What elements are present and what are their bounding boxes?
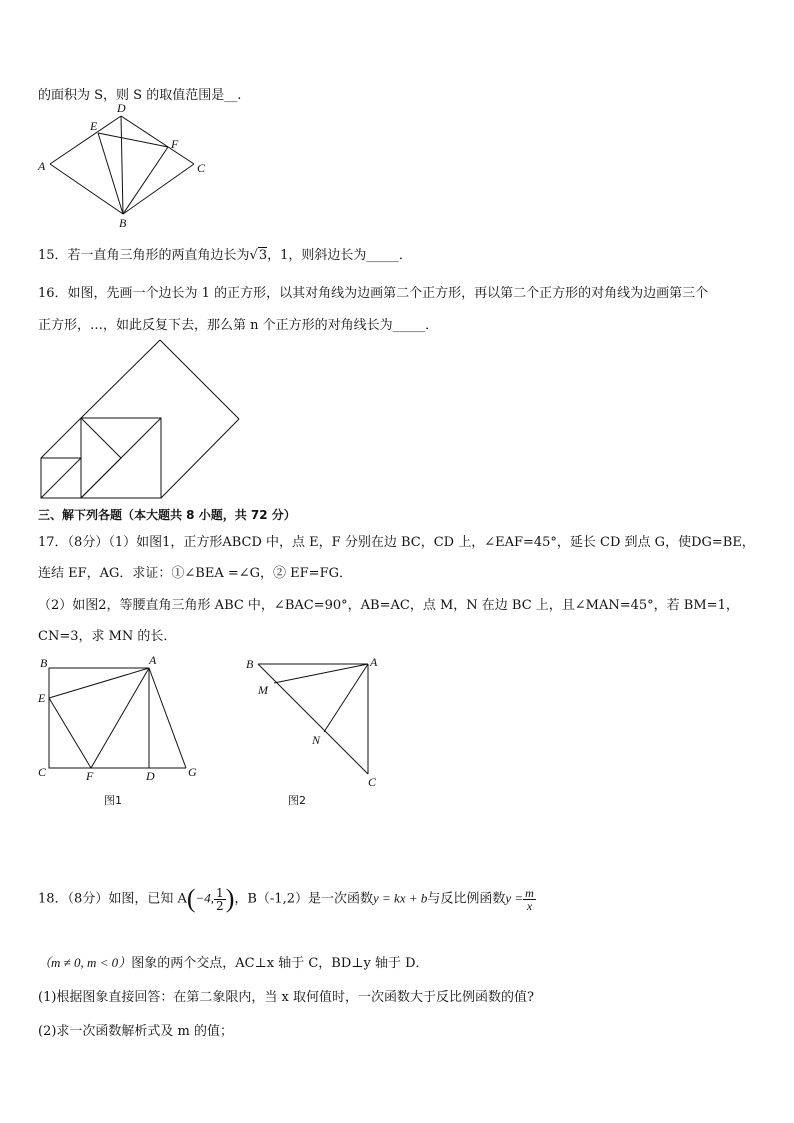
- q14-label-b: B: [119, 216, 127, 230]
- section3-heading: 三、解下列各题（本大题共 8 小题，共 72 分）: [38, 508, 296, 522]
- q14-edge: [123, 164, 194, 214]
- q18-yeq: y =: [505, 890, 524, 906]
- q14-label-d: D: [117, 101, 126, 115]
- q15-root: 3: [258, 248, 268, 263]
- fig2-segment-am: [274, 664, 368, 683]
- q16-line2: 正方形，…，如此反复下去，那么第 n 个正方形的对角线长为_____．: [38, 318, 439, 333]
- q14-edge: [123, 147, 168, 214]
- fig1-label-d: D: [146, 769, 155, 783]
- q18-x: x: [526, 898, 533, 913]
- q18-m: m: [525, 885, 534, 900]
- fig2-caption: 图2: [288, 794, 306, 807]
- fig1-label-b: B: [40, 656, 48, 670]
- q18-a-den: 2: [216, 898, 224, 913]
- q18-line2-rest: 图象的两个交点，AC⊥x 轴于 C，BD⊥y 轴于 D．: [131, 956, 429, 971]
- fig2-label-a: A: [370, 655, 378, 669]
- q14-label-e: E: [90, 119, 98, 133]
- fig2-segment-an: [324, 664, 368, 732]
- q14-edge: [121, 116, 123, 214]
- q15-pre: 15．若一直角三角形的两直角边长为: [38, 248, 250, 263]
- q14-edge: [50, 116, 121, 164]
- q14-figure: [36, 101, 216, 230]
- q17-figure-2: [240, 652, 390, 812]
- q16-square-2: [41, 418, 81, 458]
- q15-sqrt: √3: [249, 248, 268, 263]
- fig1-label-c: C: [38, 765, 47, 779]
- q14-label-c: C: [197, 161, 206, 175]
- fig1-segment-ag: [149, 668, 186, 768]
- q18-close-paren: ): [225, 884, 235, 913]
- fig1-caption: 图1: [104, 794, 122, 807]
- q18-mid2: 与反比例函数: [427, 891, 506, 907]
- q17-line2: 连结 EF，AG．求证：①∠BEA =∠G，② EF=FG．: [38, 566, 352, 581]
- q16-figure: [40, 339, 240, 499]
- q15-text: [38, 244, 412, 263]
- q18-open-paren: (: [186, 884, 196, 913]
- q18-line1: [38, 884, 536, 914]
- q15-post: ，1，则斜边长为_____．: [267, 248, 412, 263]
- q18-sub1: (1)根据图象直接回答：在第二象限内，当 x 取何值时，一次函数大于反比例函数的值?: [38, 990, 534, 1005]
- q16-square-4: [160, 340, 239, 419]
- q18-a-num: 1: [216, 885, 224, 900]
- q18-mid: ，B（-1,2）是一次函数: [234, 891, 373, 907]
- q14-label-f: F: [171, 137, 179, 151]
- fig2-label-c: C: [368, 775, 377, 789]
- q18-sub2: (2)求一次函数解析式及 m 的值；: [38, 1024, 234, 1039]
- q16-square-4: [81, 340, 160, 418]
- q18-condition: （m ≠ 0, m < 0）: [38, 955, 132, 970]
- q18-inverse-fraction: [523, 887, 536, 912]
- q18-pre: 18．（8分）如图，已知 A: [38, 891, 187, 907]
- q17-line3: （2）如图2，等腰直角三角形 ABC 中，∠BAC=90°，AB=AC，点 M，N 在边 BC 上，且∠MAN=45°，若 BM=1，: [38, 598, 739, 613]
- q18-a-fraction: [214, 887, 226, 912]
- q17-figure-1: [36, 652, 206, 812]
- q18-linear: y = kx + b: [372, 890, 428, 906]
- q14-tail-text: 的面积为 S，则 S 的取值范围是__.: [38, 88, 242, 103]
- q14-label-a: A: [38, 159, 46, 173]
- q17-line1: 17．（8分）（1）如图1，正方形ABCD 中，点 E，F 分别在边 BC，CD 上，∠EAF=45°，延长 CD 到点 G，使DG=BE，: [38, 535, 755, 550]
- fig2-label-m: M: [258, 683, 268, 697]
- q16-line1: 16．如图，先画一个边长为 1 的正方形，以其对角线为边画第二个正方形，再以第二个正方形的对角线为边画第三个: [38, 286, 709, 301]
- fig1-segment-ef: [49, 698, 91, 768]
- fig2-hypotenuse-bc: [258, 664, 368, 774]
- fig1-label-f: F: [86, 769, 94, 783]
- q16-diagonal-1: [41, 458, 81, 498]
- fig2-label-n: N: [312, 733, 321, 747]
- fig1-label-g: G: [188, 765, 197, 779]
- q17-line4: CN=3，求 MN 的长．: [38, 629, 177, 644]
- fig1-label-e: E: [38, 691, 46, 705]
- q14-edge: [50, 164, 123, 214]
- q18-a-x: −4,: [195, 890, 215, 906]
- fig2-label-b: B: [246, 657, 254, 671]
- q18-line2: [38, 952, 429, 971]
- fig1-label-a: A: [149, 653, 157, 667]
- q14-edge: [98, 133, 123, 214]
- q16-square-2: [81, 418, 121, 458]
- q16-square-4: [161, 419, 239, 498]
